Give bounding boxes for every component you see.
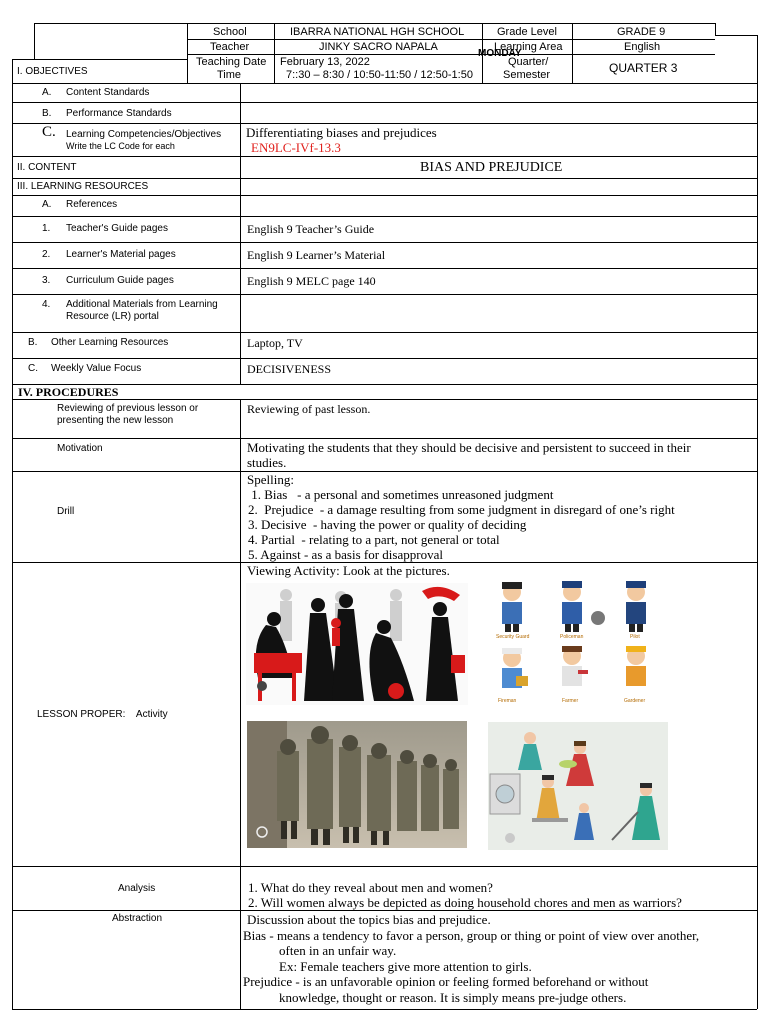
- learning-area-label: Learning Area: [494, 41, 563, 53]
- cg-num: 3.: [42, 275, 51, 286]
- grade-level-value: GRADE 9: [617, 26, 666, 38]
- occupations-image: [490, 578, 658, 706]
- analysis-question-1: 1. What do they reveal about men and women?: [248, 880, 493, 895]
- women-silhouettes-image: [246, 583, 468, 705]
- motivation-line-1: Motivating the students that they should be decisive and persistent to succeed in their: [247, 440, 691, 455]
- drill-title: Spelling:: [247, 472, 294, 487]
- value-focus-letter: C.: [28, 363, 38, 374]
- quarter-label: Quarter/: [508, 56, 549, 68]
- content-title: II. CONTENT: [17, 162, 77, 173]
- school-value: IBARRA NATIONAL HGH SCHOOL: [290, 26, 465, 38]
- cg-value: English 9 MELC page 140: [247, 274, 376, 288]
- drill-item: 4. Partial - relating to a part, not general or total: [248, 532, 500, 547]
- teacher-label: Teacher: [210, 41, 250, 53]
- abstraction-line: Bias - means a tendency to favor a person, group or thing or point of view over another,: [243, 928, 700, 943]
- tg-value: English 9 Teacher’s Guide: [247, 222, 375, 236]
- occupation-label: Fireman: [498, 698, 517, 704]
- drill-item: 5. Against - as a basis for disapproval: [248, 547, 443, 562]
- lr-num: 4.: [42, 299, 51, 310]
- motivation-label: Motivation: [57, 443, 103, 454]
- motivation-line-2: studies.: [247, 455, 287, 470]
- performance-standards-letter: B.: [42, 108, 52, 119]
- housewives-image: [488, 722, 668, 850]
- competencies-label: Learning Competencies/Objectives: [66, 129, 222, 140]
- activity-label: LESSON PROPER: Activity: [37, 709, 168, 720]
- abstraction-label: Abstraction: [112, 913, 163, 924]
- review-label-1: Reviewing of previous lesson or: [57, 403, 199, 414]
- analysis-label: Analysis: [118, 883, 156, 894]
- analysis-question-2: 2. Will women always be depicted as doing household chores and men as warriors?: [248, 895, 682, 910]
- learning-area-value: English: [624, 41, 661, 53]
- occupation-label: Gardener: [624, 698, 646, 704]
- competencies-letter: C.: [42, 124, 56, 140]
- occupation-label: Policeman: [560, 634, 584, 640]
- competencies-sub: Write the LC Code for each: [66, 141, 175, 151]
- value-focus-value: DECISIVENESS: [247, 362, 332, 376]
- time-label: Time: [217, 69, 242, 81]
- abstraction-line: Discussion about the topics bias and prejudice.: [247, 912, 491, 927]
- teaching-date-label: Teaching Date: [196, 56, 267, 68]
- content-value: BIAS AND PREJUDICE: [420, 160, 563, 175]
- grade-level-label: Grade Level: [497, 26, 557, 38]
- abstraction-line: often in an unfair way.: [279, 943, 397, 958]
- other-resources-value: Laptop, TV: [247, 336, 303, 350]
- day-value: MONDAY: [478, 48, 522, 59]
- content-standards-letter: A.: [42, 87, 52, 98]
- tg-label: Teacher's Guide pages: [66, 223, 168, 234]
- procedures-title: IV. PROCEDURES: [18, 385, 119, 399]
- review-value: Reviewing of past lesson.: [247, 402, 371, 416]
- semester-label: Semester: [503, 69, 551, 81]
- competency-code: EN9LC-IVf-13.3: [251, 140, 341, 155]
- drill-item: 2. Prejudice - a damage resulting from some judgment in disregard of one’s right: [248, 502, 675, 517]
- value-focus-label: Weekly Value Focus: [51, 363, 142, 374]
- resources-title: III. LEARNING RESOURCES: [17, 181, 149, 192]
- other-resources-letter: B.: [28, 337, 38, 348]
- competencies-value: Differentiating biases and prejudices: [246, 125, 437, 140]
- lr-label-1: Additional Materials from Learning: [66, 299, 218, 310]
- drill-label: Drill: [57, 506, 75, 517]
- occupation-label: Pilot: [630, 634, 640, 640]
- references-letter: A.: [42, 199, 52, 210]
- lm-num: 2.: [42, 249, 51, 260]
- occupation-label: Farmer: [562, 698, 579, 704]
- school-label: School: [213, 26, 247, 38]
- quarter-value: QUARTER 3: [609, 61, 678, 75]
- time-value: 7::30 – 8:30 / 10:50-11:50 / 12:50-1:50: [286, 69, 473, 81]
- occupation-label: Security Guard: [496, 634, 530, 640]
- abstraction-line: Prejudice - is an unfavorable opinion or feeling formed beforehand or without: [243, 974, 649, 989]
- references-label: References: [66, 199, 118, 210]
- content-standards-label: Content Standards: [66, 87, 150, 98]
- lm-label: Learner's Material pages: [66, 249, 176, 260]
- teaching-date-value: February 13, 2022: [280, 56, 370, 68]
- lm-value: English 9 Learner’s Material: [247, 248, 386, 262]
- tg-num: 1.: [42, 223, 51, 234]
- drill-item: 1. Bias - a personal and sometimes unreasoned judgment: [248, 487, 554, 502]
- teacher-value: JINKY SACRO NAPALA: [319, 41, 438, 53]
- other-resources-label: Other Learning Resources: [51, 337, 169, 348]
- cg-label: Curriculum Guide pages: [66, 275, 174, 286]
- activity-value: Viewing Activity: Look at the pictures.: [247, 563, 450, 578]
- abstraction-line: knowledge, thought or reason. It is simply means pre-judge others.: [279, 990, 627, 1005]
- review-label-2: presenting the new lesson: [57, 415, 174, 426]
- drill-item: 3. Decisive - having the power or quality of deciding: [248, 517, 527, 532]
- performance-standards-label: Performance Standards: [66, 108, 172, 119]
- objectives-title: I. OBJECTIVES: [17, 66, 88, 77]
- soldiers-photo: [247, 721, 467, 848]
- lr-label-2: Resource (LR) portal: [66, 311, 159, 322]
- abstraction-line: Ex: Female teachers give more attention to girls.: [279, 959, 532, 974]
